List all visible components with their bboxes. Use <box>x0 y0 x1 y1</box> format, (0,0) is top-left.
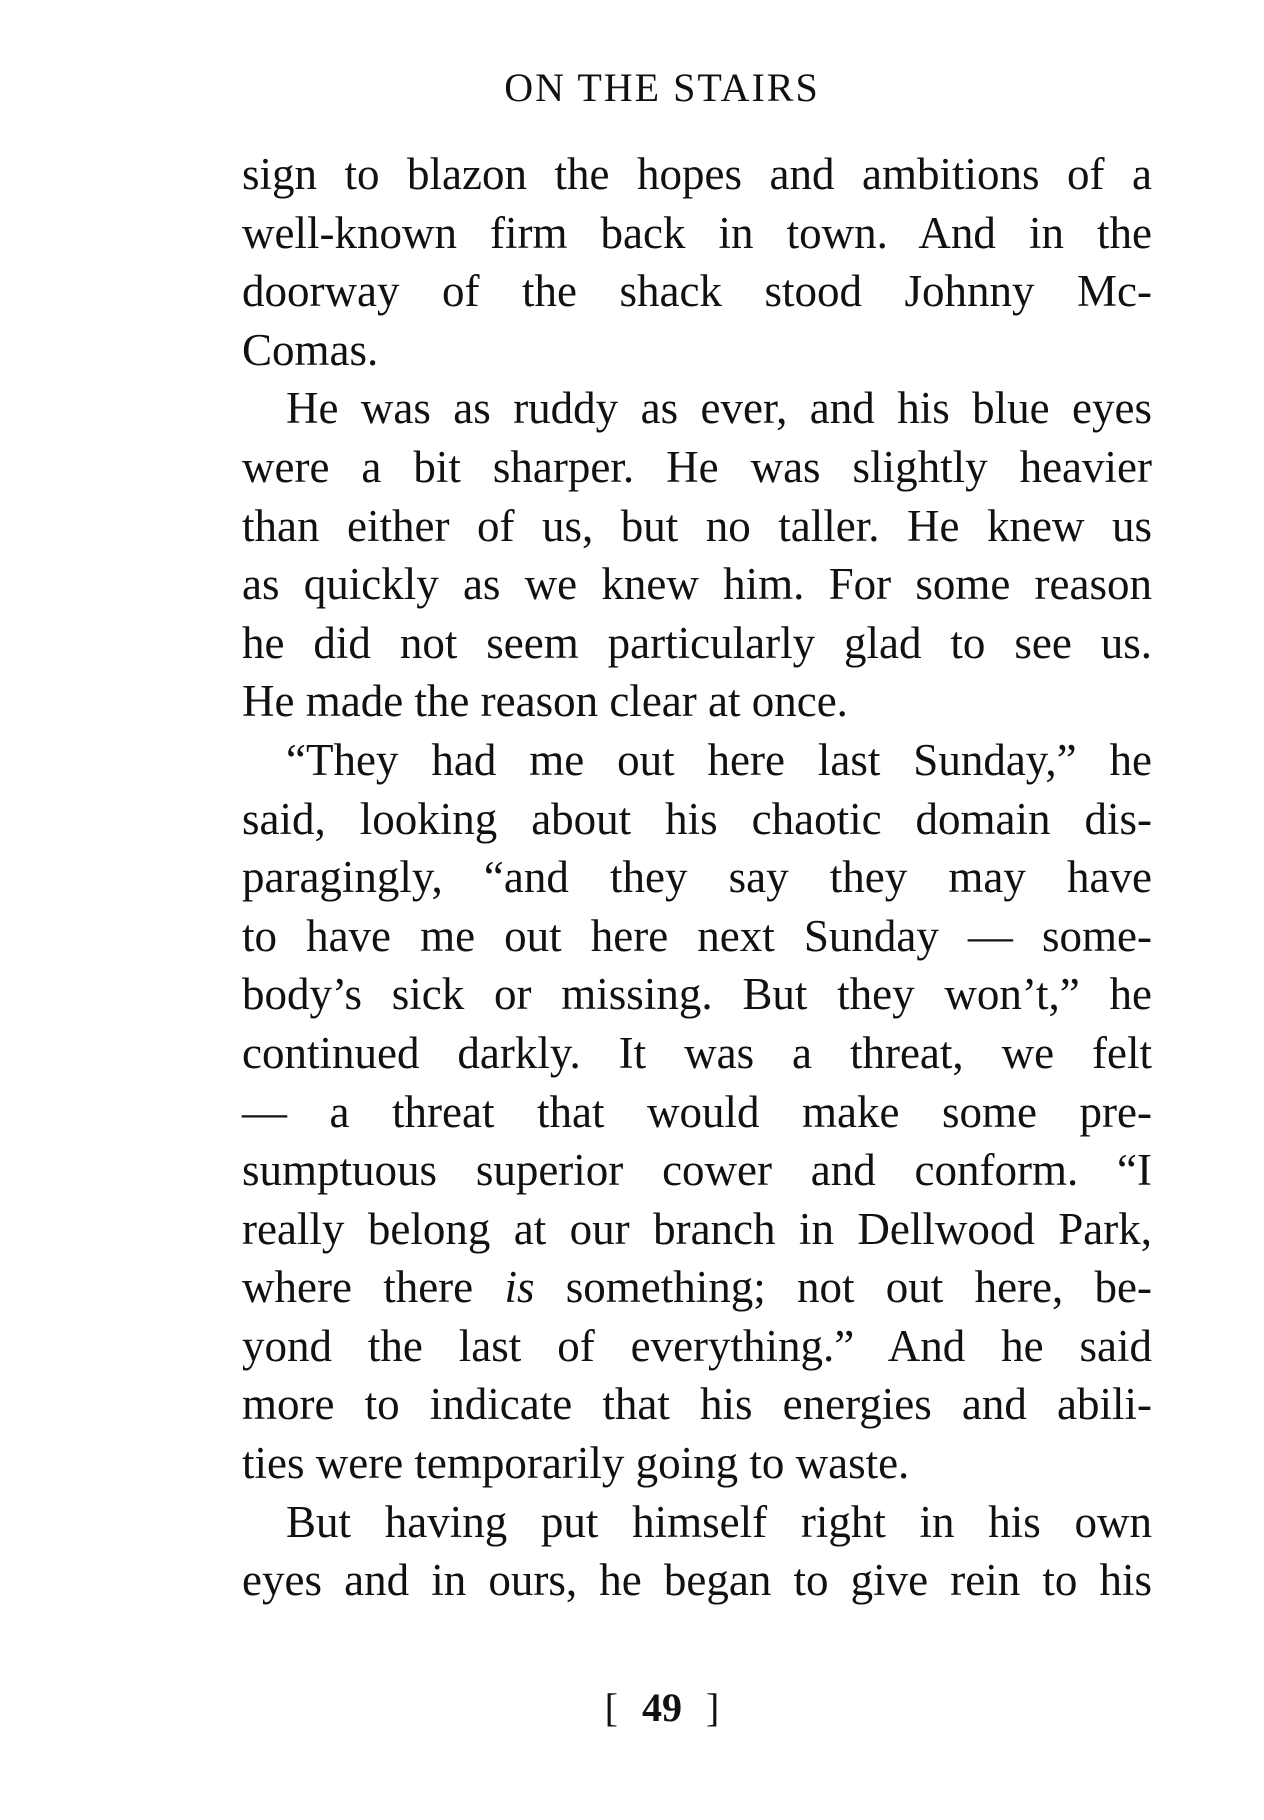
paragraph-first-line: “They had me out here last Sunday,” he <box>286 734 1152 785</box>
text-line: as quickly as we knew him. For some reason <box>242 559 1152 610</box>
text-line: paragingly, “and they say they may have <box>242 852 1152 903</box>
text-line: eyes and in ours, he began to give rein to his <box>242 1555 1152 1606</box>
text-line: Comas. <box>242 324 379 375</box>
text-line: doorway of the shack stood Johnny Mc- <box>242 266 1152 317</box>
folio-close-bracket: ] <box>706 1685 720 1730</box>
running-head: ON THE STAIRS <box>504 65 820 110</box>
paragraph-first-line: He was as ruddy as ever, and his blue eyes <box>286 383 1152 434</box>
paragraph-first-line: But having put himself right in his own <box>286 1496 1152 1547</box>
folio-open-bracket: [ <box>604 1685 618 1730</box>
text-line: He made the reason clear at once. <box>242 676 848 727</box>
text-line: well-known firm back in town. And in the <box>242 207 1152 258</box>
text-line: more to indicate that his energies and abili- <box>242 1379 1152 1430</box>
text-line: ties were temporarily going to waste. <box>242 1438 910 1489</box>
text-line: continued darkly. It was a threat, we felt <box>242 1027 1152 1078</box>
body-text <box>242 145 1152 1610</box>
text-line: sign to blazon the hopes and ambitions of a <box>242 149 1152 199</box>
text-line: really belong at our branch in Dellwood Park, <box>242 1203 1152 1254</box>
text-line: were a bit sharper. He was slightly heavier <box>242 441 1152 492</box>
page-number <box>0 1680 1264 1736</box>
text-line: sumptuous superior cower and conform. “I <box>242 1145 1152 1196</box>
folio-number: 49 <box>642 1685 682 1730</box>
text-line: where there is something; not out here, be- <box>242 1262 1152 1313</box>
text-line: to have me out here next Sunday — some- <box>242 910 1152 961</box>
text-line: he did not seem particularly glad to see us. <box>242 617 1152 668</box>
emphasis: is <box>504 1262 535 1313</box>
text-line: yond the last of everything.” And he said <box>242 1320 1152 1371</box>
text-line: body’s sick or missing. But they won’t,” he <box>242 969 1152 1020</box>
text-line: — a threat that would make some pre- <box>242 1086 1152 1137</box>
text-line: said, looking about his chaotic domain dis- <box>242 793 1152 844</box>
text-line: than either of us, but no taller. He knew us <box>242 500 1152 551</box>
